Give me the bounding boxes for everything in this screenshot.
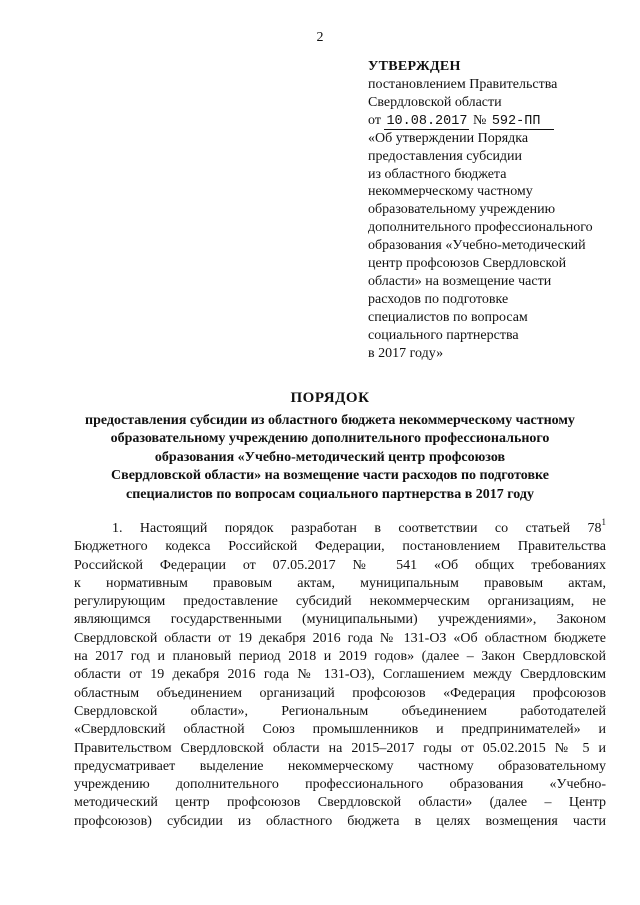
body-line: «Свердловский областной Союз промышленников и предпринимателей» и <box>74 722 606 738</box>
approval-line: Свердловской области <box>368 94 502 110</box>
document-title-line: Свердловской области» на возмещение части расходов по подготовке <box>111 468 549 484</box>
approval-title-line: дополнительного профессионального <box>368 220 593 236</box>
approval-title-line: в 2017 году» <box>368 345 444 361</box>
body-paragraph <box>74 517 606 831</box>
approval-stamp-block <box>368 58 618 363</box>
page-number: 2 <box>316 30 324 45</box>
approval-title-line: социального партнерства <box>368 327 519 343</box>
body-line: регулирующим предоставление субсидий некоммерческим организациям, не <box>74 594 606 610</box>
approval-line: постановлением Правительства <box>368 76 558 92</box>
document-title-line: предоставления субсидии из областного бюджета некоммерческому частному <box>85 412 575 428</box>
approval-title-line: некоммерческому частному <box>368 184 533 200</box>
document-heading: ПОРЯДОК <box>290 390 370 406</box>
approval-title-line: центр профсоюзов Свердловской <box>368 256 567 272</box>
approval-heading: УТВЕРЖДЕН <box>368 59 461 74</box>
body-line: Свердловской области», Региональным объединением работодателей <box>74 703 606 719</box>
approval-title-line: образовательному учреждению <box>368 202 556 218</box>
article-superscript: 1 <box>601 517 606 527</box>
body-line: области от 19 декабря 2016 года № 131-ОЗ), Соглашением между Свердловским <box>74 667 606 683</box>
document-title-line: образовательному учреждению дополнительного профессионального <box>110 431 550 447</box>
approval-date: 10.08.2017 <box>386 113 468 129</box>
approval-title-line: области» на возмещение части <box>368 273 552 289</box>
body-line: профсоюзов) субсидии из областного бюджета в целях возмещения части <box>74 813 606 829</box>
approval-number: 592-ПП <box>490 114 555 130</box>
body-first-line <box>74 517 606 538</box>
body-line: к нормативным правовым актам, муниципальным правовым актам, <box>74 575 606 591</box>
approval-date-line <box>368 112 618 130</box>
approval-title-line: расходов по подготовке <box>368 291 509 307</box>
approval-title-line: специалистов по вопросам <box>368 309 528 325</box>
body-line: областным объединением организаций профсоюзов «Федерация профсоюзов <box>74 685 606 701</box>
approval-title-line: образования «Учебно-методический <box>368 238 586 254</box>
document-title <box>60 389 600 505</box>
body-first-line-text: 1. Настоящий порядок разработан в соответствии со статьей 78 <box>112 521 602 536</box>
number-prefix: № <box>472 112 487 128</box>
approval-title-line: «Об утверждении Порядка <box>368 130 529 146</box>
approval-title-line: из областного бюджета <box>368 166 507 182</box>
body-line: методический центр профсоюзов Свердловской области» (далее – Центр <box>74 795 606 811</box>
document-title-line: образования «Учебно-методический центр профсоюзов <box>154 449 506 465</box>
body-line: Российской Федерации от 07.05.2017 № 541 «Об общих требованиях <box>74 557 606 573</box>
body-line: Свердловской области от 19 декабря 2016 года № 131-ОЗ «Об областном бюджете <box>74 630 606 646</box>
body-line: на 2017 год и плановый период 2018 и 2019 годов» (далее – Закон Свердловской <box>74 649 606 665</box>
body-line: предусматривает выделение некоммерческому частному образовательному <box>74 758 606 774</box>
document-title-line: специалистов по вопросам социального партнерства в 2017 году <box>126 486 534 502</box>
date-prefix: от <box>368 112 381 128</box>
approval-title-line: предоставления субсидии <box>368 148 523 164</box>
body-line: Правительством Свердловской области на 2015–2017 годы от 05.02.2015 № 5 и <box>74 740 606 756</box>
body-line: являющимся государственными (муниципальными) учреждениями», Законом <box>74 612 606 628</box>
body-line: Бюджетного кодекса Российской Федерации, постановлением Правительства <box>74 539 606 555</box>
body-line: учреждению дополнительного профессионального образования «Учебно- <box>74 777 606 793</box>
